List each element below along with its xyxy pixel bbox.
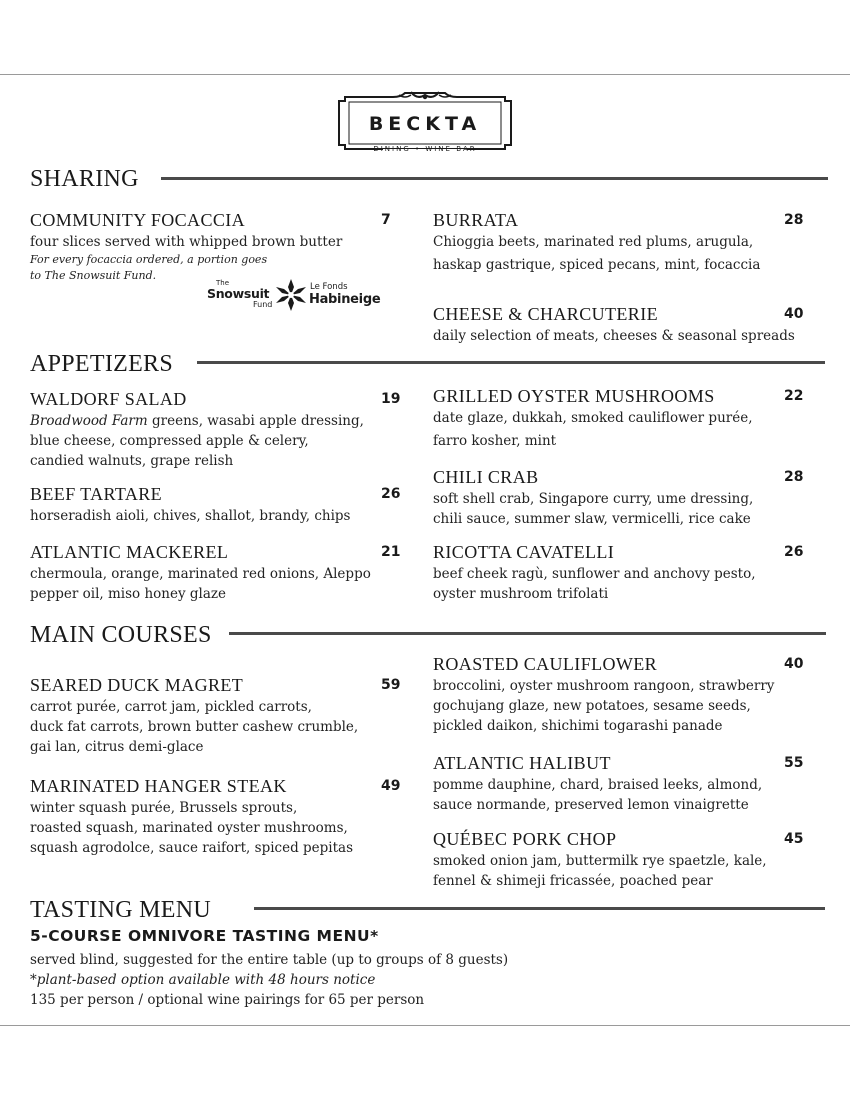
item-name: BURRATA: [433, 210, 519, 230]
tasting-menu-line3: 135 per person / optional wine pairings for 65 per person: [30, 992, 425, 1008]
item-price: 55: [784, 755, 804, 771]
item-price: 22: [784, 388, 804, 404]
item-name: CHEESE & CHARCUTERIE: [433, 304, 659, 324]
section-rule-tasting-menu: [254, 907, 825, 910]
item-price: 49: [381, 778, 401, 794]
item-description-line3: squash agrodolce, sauce raifort, spiced pepitas: [30, 840, 353, 856]
item-description-line3: candied walnuts, grape relish: [30, 453, 234, 469]
item-description-line2: blue cheese, compressed apple & celery,: [30, 433, 309, 449]
fonds-top: Le Fonds: [310, 282, 348, 292]
brand-name: BECKTA: [368, 113, 482, 135]
item-price: 7: [381, 212, 391, 228]
section-rule-main-courses: [229, 632, 826, 635]
item-description-line2: duck fat carrots, brown butter cashew crumble,: [30, 719, 359, 735]
item-description-line1: [30, 411, 410, 431]
item-name: COMMUNITY FOCACCIA: [30, 210, 246, 230]
menu-item-grilled-oyster-mushrooms: [433, 386, 813, 451]
item-description-line2: haskap gastrique, spiced pecans, mint, focaccia: [433, 257, 761, 273]
section-title-main-courses: MAIN COURSES: [30, 622, 212, 648]
menu-item-waldorf-salad: [30, 389, 410, 471]
top-page-rule: [0, 74, 850, 75]
tasting-menu-line1: served blind, suggested for the entire table (up to groups of 8 guests): [30, 952, 509, 968]
snowflake-icon: [273, 278, 309, 312]
item-description-line1: pomme dauphine, chard, braised leeks, almond,: [433, 777, 763, 793]
item-description-line2: farro kosher, mint: [433, 433, 557, 449]
item-description-line1: Chioggia beets, marinated red plums, arugula,: [433, 234, 754, 250]
item-description-line1: broccolini, oyster mushroom rangoon, strawberry: [433, 678, 775, 694]
snowsuit-name: Snowsuit: [207, 286, 270, 301]
brand-tagline: DINING • WINE BAR: [373, 145, 477, 153]
section-title-sharing: SHARING: [30, 166, 139, 192]
item-description-line1: daily selection of meats, cheeses & seasonal spreads: [433, 328, 795, 344]
snowsuit-note-line2: to The Snowsuit Fund.: [30, 269, 157, 282]
section-rule-sharing: [161, 177, 828, 180]
snowsuit-fund: Fund: [253, 300, 273, 309]
item-name: SEARED DUCK MAGRET: [30, 675, 244, 695]
item-description-line3: gai lan, citrus demi-glace: [30, 739, 204, 755]
item-name: ATLANTIC MACKEREL: [30, 542, 229, 562]
item-name: MARINATED HANGER STEAK: [30, 776, 287, 796]
item-price: 40: [784, 656, 804, 672]
item-name: BEEF TARTARE: [30, 484, 163, 504]
item-description-line1: carrot purée, carrot jam, pickled carrots,: [30, 699, 312, 715]
snowsuit-fund-logo: [207, 278, 383, 312]
item-price: 45: [784, 831, 804, 847]
snowsuit-the: The: [216, 279, 230, 287]
item-name: GRILLED OYSTER MUSHROOMS: [433, 386, 715, 406]
item-description-line1: horseradish aioli, chives, shallot, brandy, chips: [30, 508, 351, 524]
item-name: ATLANTIC HALIBUT: [433, 753, 611, 773]
item-description-line2: oyster mushroom trifolati: [433, 586, 609, 602]
menu-item-seared-duck-magret: [30, 675, 410, 757]
item-description-line2: sauce normande, preserved lemon vinaigrette: [433, 797, 749, 813]
item-price: 40: [784, 306, 804, 322]
item-description-line1: smoked onion jam, buttermilk rye spaetzle, kale,: [433, 853, 767, 869]
item-price: 26: [784, 544, 804, 560]
section-rule-appetizers: [197, 361, 825, 364]
section-title-appetizers: APPETIZERS: [30, 351, 174, 377]
menu-item-roasted-cauliflower: [433, 654, 813, 736]
item-description-line2: fennel & shimeji fricassée, poached pear: [433, 873, 713, 889]
item-price: 19: [381, 391, 401, 407]
menu-item-beef-tartare: [30, 484, 410, 526]
item-description-line1: chermoula, orange, marinated red onions, Aleppo: [30, 566, 371, 582]
menu-item-quebec-pork-chop: [433, 829, 813, 891]
menu-item-marinated-hanger-steak: [30, 776, 410, 858]
item-price: 28: [784, 469, 804, 485]
menu-item-ricotta-cavatelli: [433, 542, 813, 604]
item-description-line1: beef cheek ragù, sunflower and anchovy pesto,: [433, 566, 756, 582]
desc-rest: greens, wasabi apple dressing,: [147, 413, 364, 429]
beckta-logo: [331, 89, 519, 157]
item-description-line1: soft shell crab, Singapore curry, ume dressing,: [433, 491, 754, 507]
item-name: ROASTED CAULIFLOWER: [433, 654, 658, 674]
menu-item-burrata: [433, 210, 803, 275]
item-description-line1: date glaze, dukkah, smoked cauliflower purée,: [433, 410, 753, 426]
menu-item-cheese-charcuterie: [433, 304, 813, 346]
farm-name: Broadwood Farm: [30, 413, 148, 429]
item-price: 28: [784, 212, 804, 228]
item-name: RICOTTA CAVATELLI: [433, 542, 615, 562]
item-description-line3: pickled daikon, shichimi togarashi panade: [433, 718, 723, 734]
item-price: 21: [381, 544, 401, 560]
item-description-line2: gochujang glaze, new potatoes, sesame seeds,: [433, 698, 751, 714]
item-description: four slices served with whipped brown butter: [30, 234, 343, 250]
item-description-line2: pepper oil, miso honey glaze: [30, 586, 226, 602]
snowsuit-note-line1: For every focaccia ordered, a portion goes: [30, 253, 268, 266]
item-price: 26: [381, 486, 401, 502]
menu-item-chili-crab: [433, 467, 813, 529]
item-name: WALDORF SALAD: [30, 389, 187, 409]
item-price: 59: [381, 677, 401, 693]
bottom-page-rule: [0, 1025, 850, 1026]
tasting-menu-line2: *plant-based option available with 48 hours notice: [30, 972, 376, 988]
menu-item-atlantic-halibut: [433, 753, 813, 815]
item-name: QUÉBEC PORK CHOP: [433, 829, 617, 849]
item-description-line1: winter squash purée, Brussels sprouts,: [30, 800, 298, 816]
fonds-name: Habineige: [309, 292, 381, 307]
item-description-line2: chili sauce, summer slaw, vermicelli, rice cake: [433, 511, 751, 527]
section-title-tasting-menu: TASTING MENU: [30, 897, 211, 923]
item-description-line2: roasted squash, marinated oyster mushrooms,: [30, 820, 348, 836]
menu-item-community-focaccia: [30, 210, 390, 284]
item-name: CHILI CRAB: [433, 467, 539, 487]
menu-item-atlantic-mackerel: [30, 542, 410, 604]
tasting-menu-title: 5-COURSE OMNIVORE TASTING MENU*: [30, 927, 379, 945]
